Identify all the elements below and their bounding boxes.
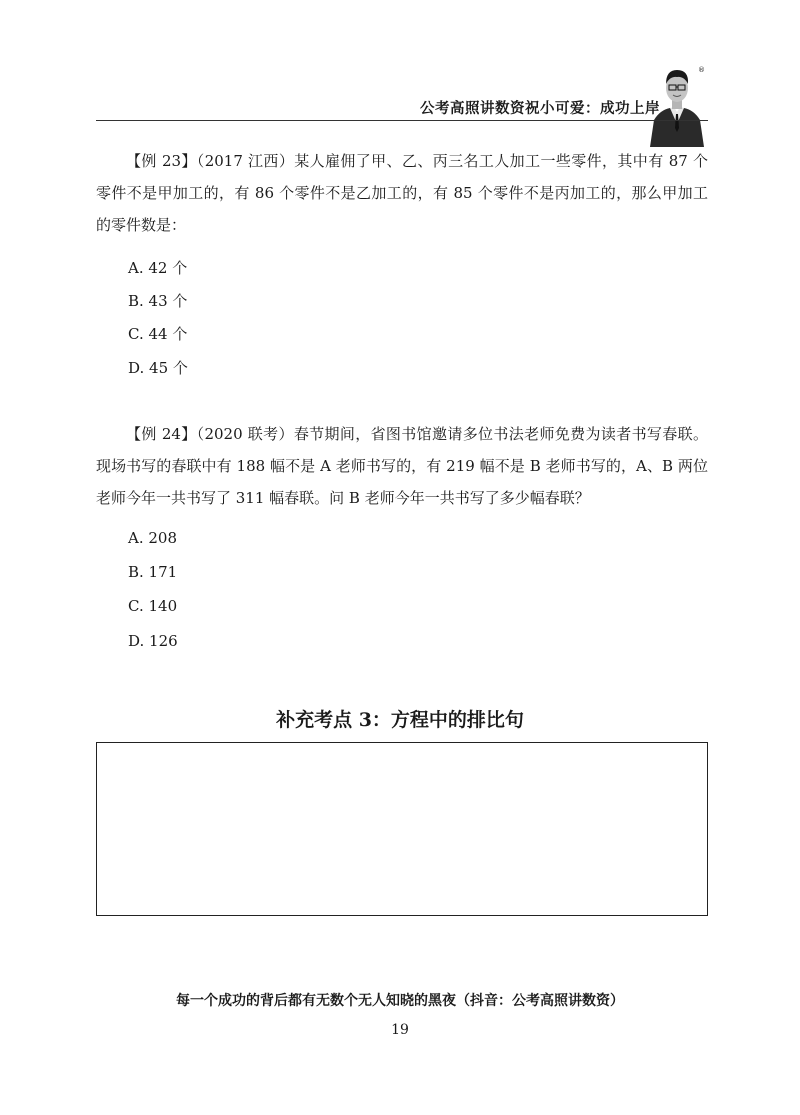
footer-motto: 每一个成功的背后都有无数个无人知晓的黑夜（抖音：公考高照讲数资） [176,993,624,1009]
question-23 [96,145,708,241]
header-title: 公考高照讲数资祝小可爱：成功上岸 [420,101,660,117]
page-number: 19 [391,1022,409,1038]
notes-box [96,742,708,916]
header-divider [96,120,708,121]
question-23-text: 【例 23】（2017 江西）某人雇佣了甲、乙、丙三名工人加工一些零件，其中有 87 个零件不是甲加工的，有 86 个零件不是乙加工的，有 85 个零件不是丙加工的，那么甲加工的零件数是： [96,152,708,234]
registered-mark: ® [698,66,705,74]
question-24 [96,418,708,514]
question-23-option-b: B. 43 个 [128,292,188,310]
question-24-option-d: D. 126 [128,632,178,650]
question-24-option-a: A. 208 [128,529,177,547]
question-23-option-a: A. 42 个 [128,259,188,277]
question-24-text: 【例 24】（2020 联考）春节期间，省图书馆邀请多位书法老师免费为读者书写春联。现场书写的春联中有 188 幅不是 A 老师书写的，有 219 幅不是 B 老师书写的，A、B 两位老师今年一共书写了 311 幅春联。问 B 老师今年一共书写了多少幅春联？ [96,425,708,507]
question-24-option-b: B. 171 [128,563,178,581]
question-24-option-c: C. 140 [128,597,178,615]
question-23-option-d: D. 45 个 [128,359,188,377]
section-title: 补充考点 3：方程中的排比句 [276,709,524,731]
question-23-option-c: C. 44 个 [128,325,188,343]
